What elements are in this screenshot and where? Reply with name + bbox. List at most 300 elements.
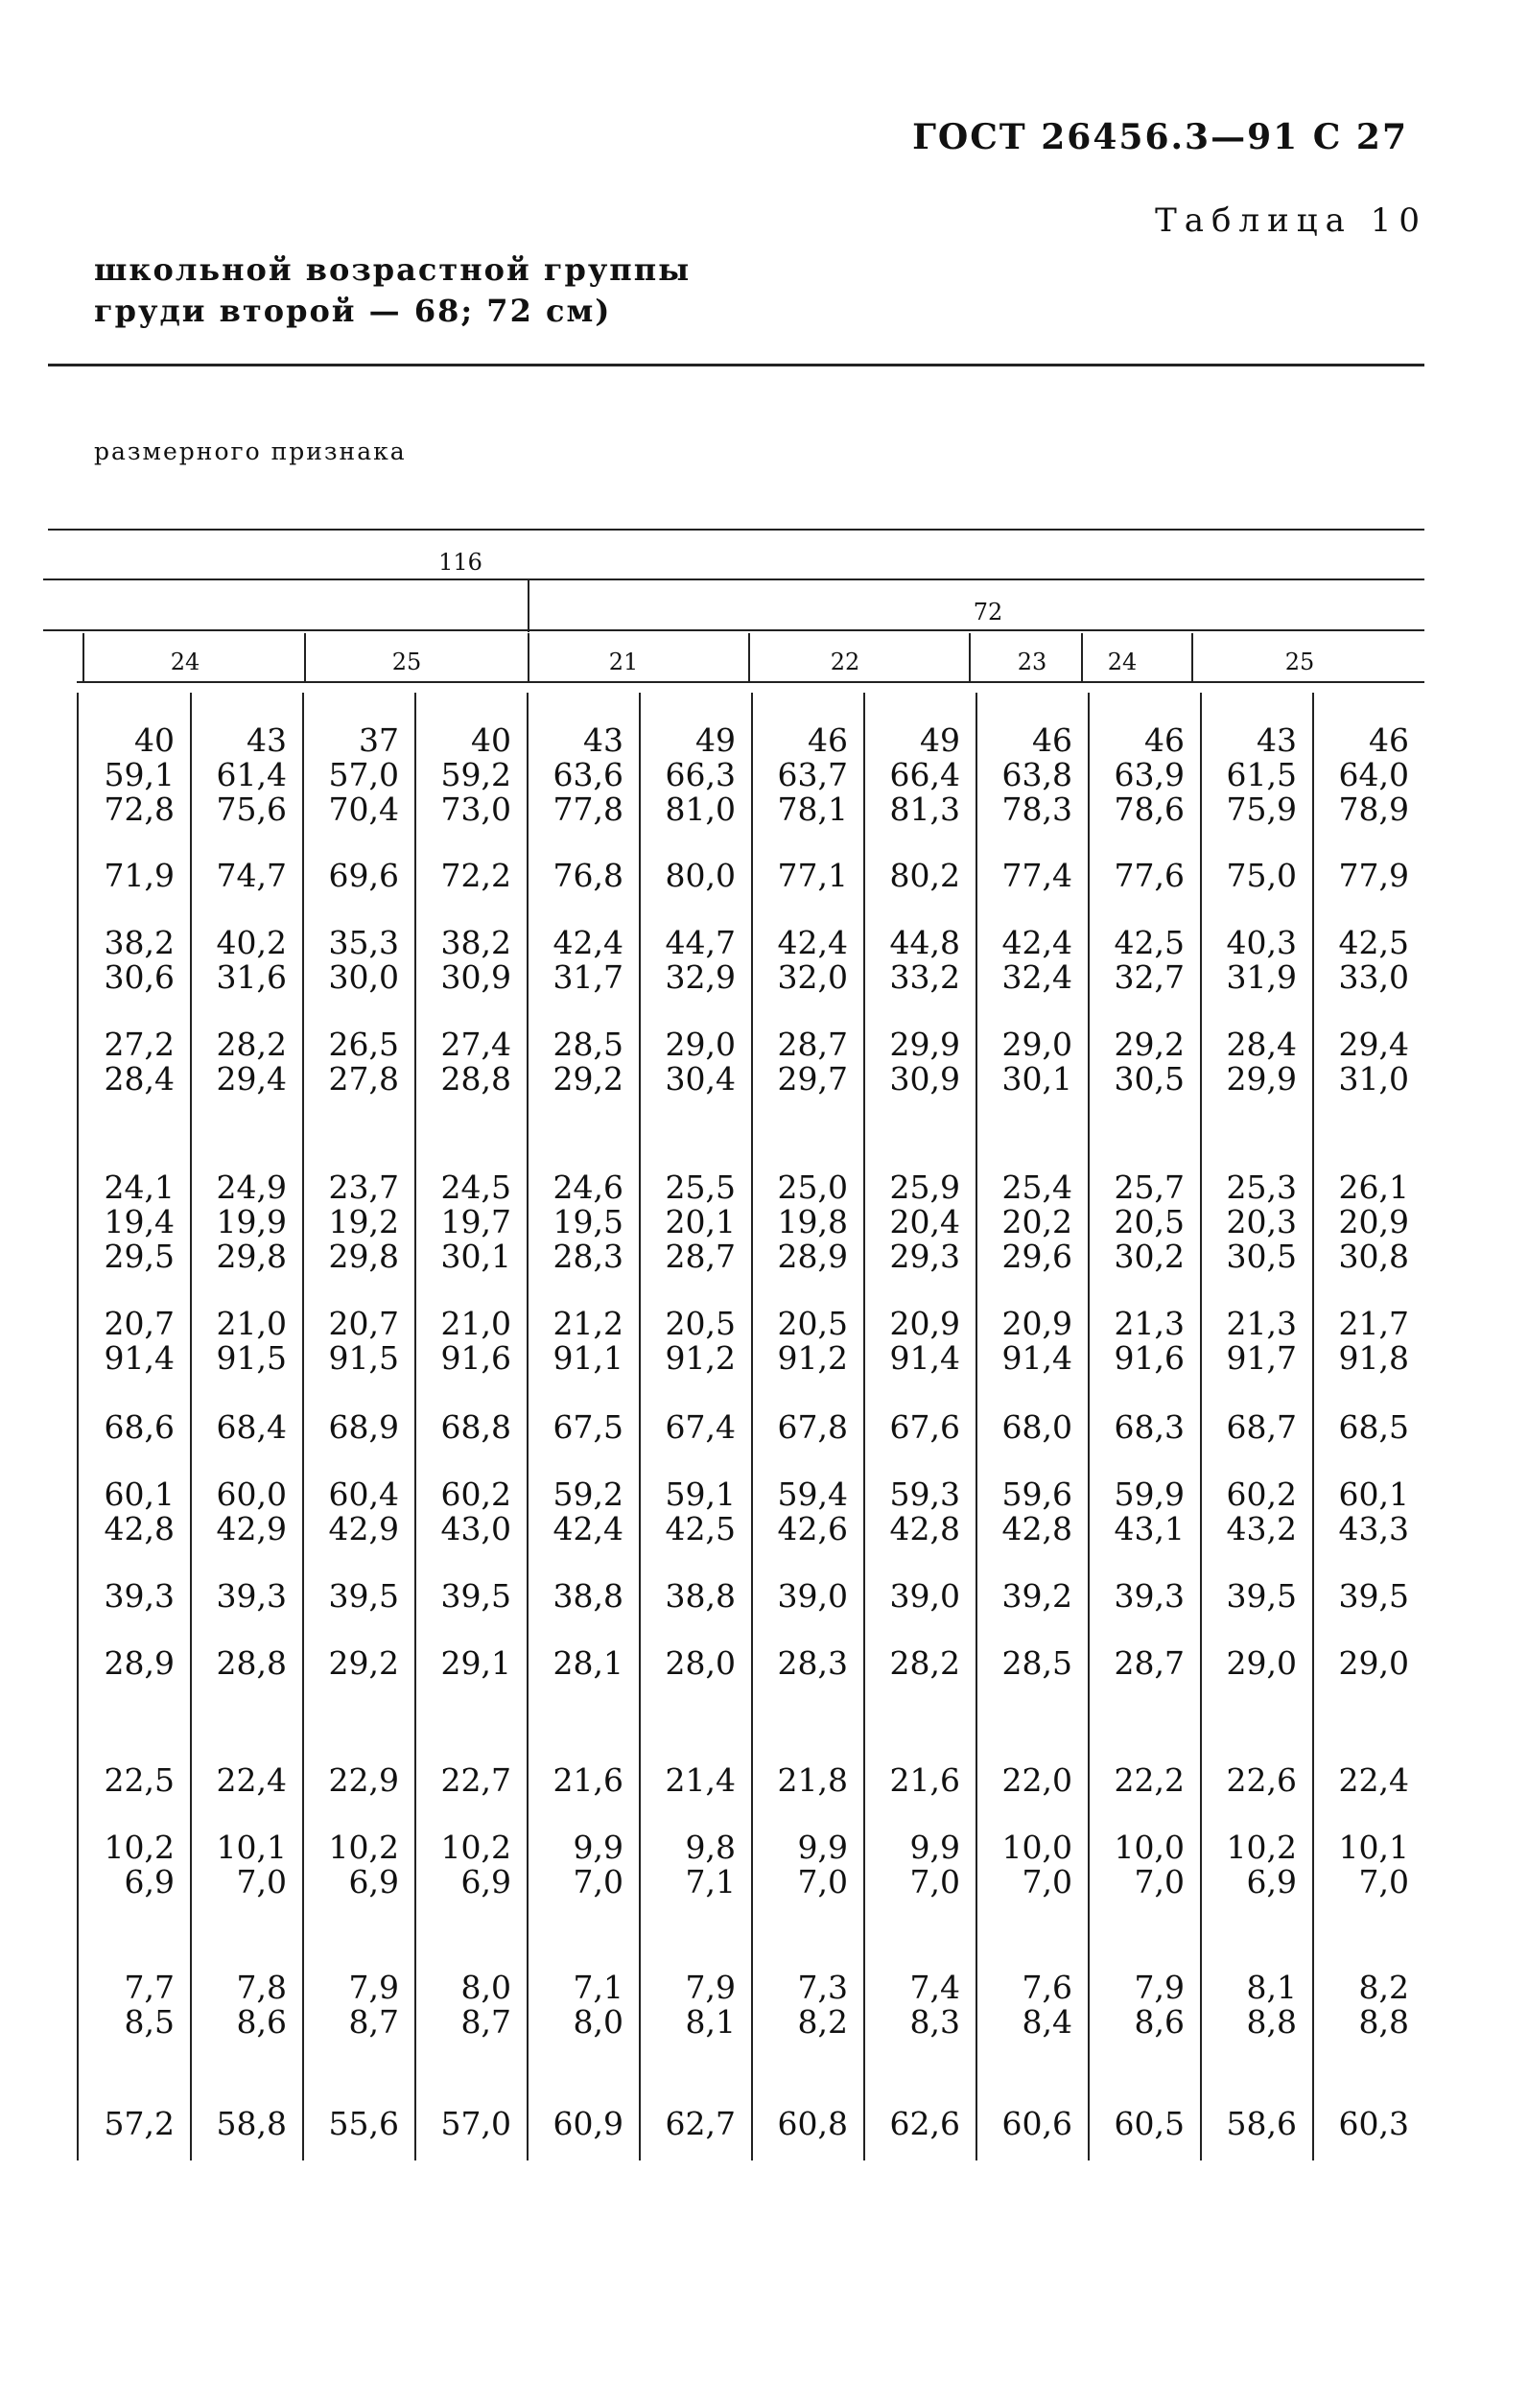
table-cell: 26,1 [1338,1169,1409,1206]
table-cell: 29,1 [440,1644,511,1682]
column-rule [414,693,416,2160]
table-cell: 22,7 [440,1761,511,1799]
table-cell: 19,5 [552,1203,623,1240]
table-cell: 63,6 [552,756,623,793]
subheader-label: 24 [1107,649,1138,675]
table-cell: 30,5 [1226,1238,1297,1275]
table-cell: 62,7 [665,2105,736,2142]
table-cell: 10,2 [1226,1829,1297,1866]
table-cell: 59,9 [1114,1475,1185,1513]
table-cell: 33,0 [1338,958,1409,996]
table-cell: 8,6 [236,2003,287,2041]
table-cell: 43 [583,721,623,759]
table-cell: 25,9 [889,1169,960,1206]
table-cell: 25,4 [1001,1169,1072,1206]
subheader-divider [82,633,84,681]
table-cell: 7,1 [573,1969,623,2006]
column-rule [1312,693,1314,2160]
table-cell: 91,8 [1338,1339,1409,1377]
table-cell: 39,5 [1338,1577,1409,1615]
table-cell: 68,8 [440,1408,511,1446]
table-cell: 28,7 [1114,1644,1185,1682]
table-cell: 77,9 [1338,857,1409,894]
column-rule [863,693,865,2160]
table-cell: 67,6 [889,1408,960,1446]
table-cell: 28,7 [777,1026,848,1063]
table-cell: 21,0 [216,1305,287,1342]
table-cell: 19,2 [328,1203,399,1240]
table-cell: 21,3 [1114,1305,1185,1342]
table-cell: 91,4 [889,1339,960,1377]
table-cell: 22,4 [216,1761,287,1799]
table-cell: 6,9 [1246,1863,1297,1900]
table-cell: 68,7 [1226,1408,1297,1446]
column-rule [639,693,641,2160]
table-cell: 8,0 [460,1969,511,2006]
subheader-label: 25 [1284,649,1315,675]
table-cell: 9,9 [573,1829,623,1866]
table-cell: 28,5 [1001,1644,1072,1682]
table-cell: 72,8 [104,791,175,828]
table-cell: 91,6 [440,1339,511,1377]
table-cell: 29,4 [216,1060,287,1098]
table-cell: 49 [695,721,736,759]
table-cell: 42,5 [1338,924,1409,961]
table-cell: 28,9 [104,1644,175,1682]
table-cell: 10,1 [1338,1829,1409,1866]
table-cell: 32,9 [665,958,736,996]
table-cell: 8,6 [1134,2003,1185,2041]
table-cell: 40,2 [216,924,287,961]
table-cell: 38,2 [104,924,175,961]
table-cell: 68,0 [1001,1408,1072,1446]
column-rule [527,693,529,2160]
table-cell: 21,0 [440,1305,511,1342]
table-cell: 29,7 [777,1060,848,1098]
table-cell: 23,7 [328,1169,399,1206]
table-cell: 20,5 [665,1305,736,1342]
table-cell: 29,0 [665,1026,736,1063]
table-cell: 33,2 [889,958,960,996]
table-cell: 58,6 [1226,2105,1297,2142]
table-cell: 30,2 [1114,1238,1185,1275]
table-cell: 42,4 [1001,924,1072,961]
table-cell: 29,2 [1114,1026,1185,1063]
table-top-rule [48,364,1424,366]
table-cell: 21,3 [1226,1305,1297,1342]
table-cell: 59,6 [1001,1475,1072,1513]
table-cell: 77,1 [777,857,848,894]
table-cell: 26,5 [328,1026,399,1063]
table-cell: 8,7 [460,2003,511,2041]
table-cell: 7,9 [1134,1969,1185,2006]
table-cell: 42,9 [216,1510,287,1547]
table-cell: 60,6 [1001,2105,1072,2142]
table-cell: 38,2 [440,924,511,961]
table-cell: 80,2 [889,857,960,894]
table-cell: 7,0 [1022,1863,1072,1900]
table-cell: 22,2 [1114,1761,1185,1799]
table-cell: 77,4 [1001,857,1072,894]
table-cell: 7,0 [909,1863,960,1900]
table-cell: 7,0 [1358,1863,1409,1900]
subheader-label: 25 [391,649,422,675]
table-cell: 30,0 [328,958,399,996]
table-cell: 22,6 [1226,1761,1297,1799]
table-cell: 20,9 [1001,1305,1072,1342]
table-cell: 62,6 [889,2105,960,2142]
table-cell: 24,6 [552,1169,623,1206]
table-cell: 49 [920,721,960,759]
table-cell: 20,9 [1338,1203,1409,1240]
table-cell: 42,5 [1114,924,1185,961]
table-cell: 59,2 [552,1475,623,1513]
table-cell: 59,1 [104,756,175,793]
table-cell: 75,9 [1226,791,1297,828]
table-cell: 59,1 [665,1475,736,1513]
table-cell: 10,2 [104,1829,175,1866]
table-cell: 8,1 [1246,1969,1297,2006]
table-cell: 20,2 [1001,1203,1072,1240]
table-cell: 81,0 [665,791,736,828]
table-cell: 10,0 [1114,1829,1185,1866]
table-cell: 68,3 [1114,1408,1185,1446]
table-cell: 42,4 [777,924,848,961]
table-cell: 75,6 [216,791,287,828]
table-cell: 91,4 [104,1339,175,1377]
table-cell: 7,3 [797,1969,848,2006]
table-cell: 25,7 [1114,1169,1185,1206]
table-cell: 21,6 [889,1761,960,1799]
table-cell: 29,0 [1226,1644,1297,1682]
table-cell: 10,2 [440,1829,511,1866]
table-cell: 42,4 [552,1510,623,1547]
table-cell: 42,8 [889,1510,960,1547]
table-cell: 69,6 [328,857,399,894]
table-cell: 46 [808,721,848,759]
table-cell: 42,5 [665,1510,736,1547]
table-cell: 19,8 [777,1203,848,1240]
table-cell: 31,6 [216,958,287,996]
table-cell: 42,8 [104,1510,175,1547]
table-cell: 46 [1369,721,1409,759]
table-cell: 72,2 [440,857,511,894]
table-cell: 24,5 [440,1169,511,1206]
table-cell: 64,0 [1338,756,1409,793]
table-label: Таблица 10 [1155,201,1427,240]
table-cell: 76,8 [552,857,623,894]
table-cell: 38,8 [552,1577,623,1615]
table-cell: 8,8 [1246,2003,1297,2041]
page-header: ГОСТ 26456.3—91 С 27 [912,117,1408,157]
table-cell: 91,5 [216,1339,287,1377]
table-cell: 19,7 [440,1203,511,1240]
table-cell: 32,7 [1114,958,1185,996]
table-cell: 7,7 [124,1969,175,2006]
table-cell: 91,4 [1001,1339,1072,1377]
header-group-116: 116 [438,549,482,576]
table-cell: 66,3 [665,756,736,793]
column-subheading: размерного признака [94,437,407,465]
header-group-72: 72 [973,599,1003,626]
table-cell: 7,8 [236,1969,287,2006]
table-cell: 39,5 [440,1577,511,1615]
subheader-label: 21 [608,649,639,675]
table-cell: 63,7 [777,756,848,793]
column-rule [1088,693,1090,2160]
table-cell: 60,2 [1226,1475,1297,1513]
table-cell: 21,8 [777,1761,848,1799]
table-cell: 28,3 [777,1644,848,1682]
table-cell: 22,9 [328,1761,399,1799]
subheader-divider [304,633,306,681]
table-cell: 67,8 [777,1408,848,1446]
table-cell: 63,8 [1001,756,1072,793]
table-cell: 8,5 [124,2003,175,2041]
table-cell: 67,5 [552,1408,623,1446]
subheader-label: 23 [1017,649,1047,675]
table-cell: 77,6 [1114,857,1185,894]
table-cell: 63,9 [1114,756,1185,793]
table-cell: 42,9 [328,1510,399,1547]
table-cell: 70,4 [328,791,399,828]
column-rule [302,693,304,2160]
table-cell: 28,8 [440,1060,511,1098]
table-cell: 75,0 [1226,857,1297,894]
table-cell: 28,2 [216,1026,287,1063]
table-cell: 32,4 [1001,958,1072,996]
table-cell: 68,4 [216,1408,287,1446]
table-cell: 10,0 [1001,1829,1072,1866]
table-cell: 29,6 [1001,1238,1072,1275]
table-cell: 39,5 [1226,1577,1297,1615]
table-cell: 59,4 [777,1475,848,1513]
header-divider-main [528,580,529,632]
table-cell: 29,2 [328,1644,399,1682]
table-cell: 8,7 [348,2003,399,2041]
table-cell: 71,9 [104,857,175,894]
table-cell: 29,9 [1226,1060,1297,1098]
table-cell: 7,0 [236,1863,287,1900]
table-cell: 59,2 [440,756,511,793]
table-cell: 20,1 [665,1203,736,1240]
table-cell: 68,9 [328,1408,399,1446]
table-cell: 60,9 [552,2105,623,2142]
table-cell: 60,3 [1338,2105,1409,2142]
table-cell: 91,5 [328,1339,399,1377]
table-cell: 30,1 [1001,1060,1072,1098]
table-cell: 20,3 [1226,1203,1297,1240]
table-cell: 30,8 [1338,1238,1409,1275]
subheader-divider [1191,633,1193,681]
table-cell: 8,1 [685,2003,736,2041]
table-cell: 25,3 [1226,1169,1297,1206]
table-cell: 46 [1032,721,1072,759]
table-cell: 58,8 [216,2105,287,2142]
table-cell: 7,6 [1022,1969,1072,2006]
column-rule [976,693,977,2160]
table-cell: 20,7 [104,1305,175,1342]
column-rule [1200,693,1202,2160]
table-cell: 78,3 [1001,791,1072,828]
table-cell: 28,1 [552,1644,623,1682]
table-cell: 44,8 [889,924,960,961]
table-cell: 7,9 [348,1969,399,2006]
table-cell: 30,6 [104,958,175,996]
table-cell: 31,9 [1226,958,1297,996]
table-cell: 8,3 [909,2003,960,2041]
table-cell: 60,8 [777,2105,848,2142]
table-cell: 7,0 [573,1863,623,1900]
table-cell: 30,9 [440,958,511,996]
table-cell: 57,0 [440,2105,511,2142]
table-cell: 28,7 [665,1238,736,1275]
table-cell: 31,0 [1338,1060,1409,1098]
table-cell: 20,4 [889,1203,960,1240]
table-cell: 7,4 [909,1969,960,2006]
table-cell: 91,2 [665,1339,736,1377]
table-cell: 91,2 [777,1339,848,1377]
table-cell: 40 [134,721,175,759]
table-cell: 46 [1144,721,1185,759]
table-cell: 55,6 [328,2105,399,2142]
table-cell: 91,7 [1226,1339,1297,1377]
table-cell: 28,8 [216,1644,287,1682]
table-cell: 24,9 [216,1169,287,1206]
table-cell: 59,3 [889,1475,960,1513]
table-cell: 32,0 [777,958,848,996]
table-cell: 28,4 [1226,1026,1297,1063]
table-cell: 44,7 [665,924,736,961]
table-cell: 27,4 [440,1026,511,1063]
table-cell: 57,0 [328,756,399,793]
table-cell: 20,5 [777,1305,848,1342]
table-cell: 80,0 [665,857,736,894]
table-cell: 27,8 [328,1060,399,1098]
table-cell: 30,9 [889,1060,960,1098]
table-cell: 19,4 [104,1203,175,1240]
table-cell: 40,3 [1226,924,1297,961]
table-cell: 9,8 [685,1829,736,1866]
table-cell: 8,4 [1022,2003,1072,2041]
table-cell: 78,6 [1114,791,1185,828]
header-rule-4 [77,681,1424,683]
table-cell: 57,2 [104,2105,175,2142]
table-cell: 43,0 [440,1510,511,1547]
table-cell: 68,5 [1338,1408,1409,1446]
table-cell: 24,1 [104,1169,175,1206]
table-cell: 25,0 [777,1169,848,1206]
table-cell: 43 [247,721,287,759]
table-cell: 10,2 [328,1829,399,1866]
table-cell: 60,1 [1338,1475,1409,1513]
header-rule-2 [43,578,1424,580]
table-cell: 35,3 [328,924,399,961]
table-cell: 68,6 [104,1408,175,1446]
table-cell: 20,9 [889,1305,960,1342]
table-cell: 60,5 [1114,2105,1185,2142]
table-cell: 25,5 [665,1169,736,1206]
table-cell: 28,9 [777,1238,848,1275]
table-cell: 29,0 [1338,1644,1409,1682]
table-cell: 6,9 [124,1863,175,1900]
table-cell: 29,0 [1001,1026,1072,1063]
table-cell: 31,7 [552,958,623,996]
table-cell: 30,5 [1114,1060,1185,1098]
table-cell: 39,0 [777,1577,848,1615]
table-cell: 91,1 [552,1339,623,1377]
table-cell: 29,4 [1338,1026,1409,1063]
table-cell: 7,1 [685,1863,736,1900]
table-cell: 29,2 [552,1060,623,1098]
table-cell: 60,2 [440,1475,511,1513]
table-cell: 40 [471,721,511,759]
column-rule [751,693,753,2160]
table-cell: 28,0 [665,1644,736,1682]
table-cell: 29,8 [328,1238,399,1275]
subheader-label: 22 [830,649,860,675]
header-rule-3 [43,629,1424,631]
table-cell: 78,9 [1338,791,1409,828]
table-cell: 43,1 [1114,1510,1185,1547]
table-cell: 8,0 [573,2003,623,2041]
table-cell: 38,8 [665,1577,736,1615]
table-cell: 20,7 [328,1305,399,1342]
table-cell: 39,3 [104,1577,175,1615]
table-cell: 21,4 [665,1761,736,1799]
table-cell: 60,1 [104,1475,175,1513]
table-title-line-1: школьной возрастной группы [94,251,692,288]
table-cell: 9,9 [797,1829,848,1866]
subheader-label: 24 [170,649,200,675]
column-rule [190,693,192,2160]
table-cell: 8,2 [797,2003,848,2041]
table-cell: 28,5 [552,1026,623,1063]
table-cell: 66,4 [889,756,960,793]
table-cell: 43,3 [1338,1510,1409,1547]
table-cell: 28,2 [889,1644,960,1682]
table-cell: 22,5 [104,1761,175,1799]
table-cell: 29,9 [889,1026,960,1063]
header-rule-1 [48,529,1424,531]
table-cell: 28,3 [552,1238,623,1275]
subheader-divider [748,633,750,681]
table-cell: 29,3 [889,1238,960,1275]
table-cell: 39,0 [889,1577,960,1615]
table-cell: 9,9 [909,1829,960,1866]
table-cell: 43 [1257,721,1297,759]
table-cell: 6,9 [348,1863,399,1900]
table-cell: 29,5 [104,1238,175,1275]
table-cell: 60,0 [216,1475,287,1513]
table-cell: 42,4 [552,924,623,961]
table-cell: 39,5 [328,1577,399,1615]
subheader-divider [969,633,971,681]
table-cell: 30,4 [665,1060,736,1098]
table-cell: 42,8 [1001,1510,1072,1547]
table-cell: 67,4 [665,1408,736,1446]
table-cell: 19,9 [216,1203,287,1240]
table-cell: 29,8 [216,1238,287,1275]
table-cell: 60,4 [328,1475,399,1513]
subheader-divider [528,633,529,681]
table-cell: 7,0 [797,1863,848,1900]
table-cell: 43,2 [1226,1510,1297,1547]
table-cell: 73,0 [440,791,511,828]
table-cell: 39,2 [1001,1577,1072,1615]
table-cell: 8,2 [1358,1969,1409,2006]
table-cell: 74,7 [216,857,287,894]
